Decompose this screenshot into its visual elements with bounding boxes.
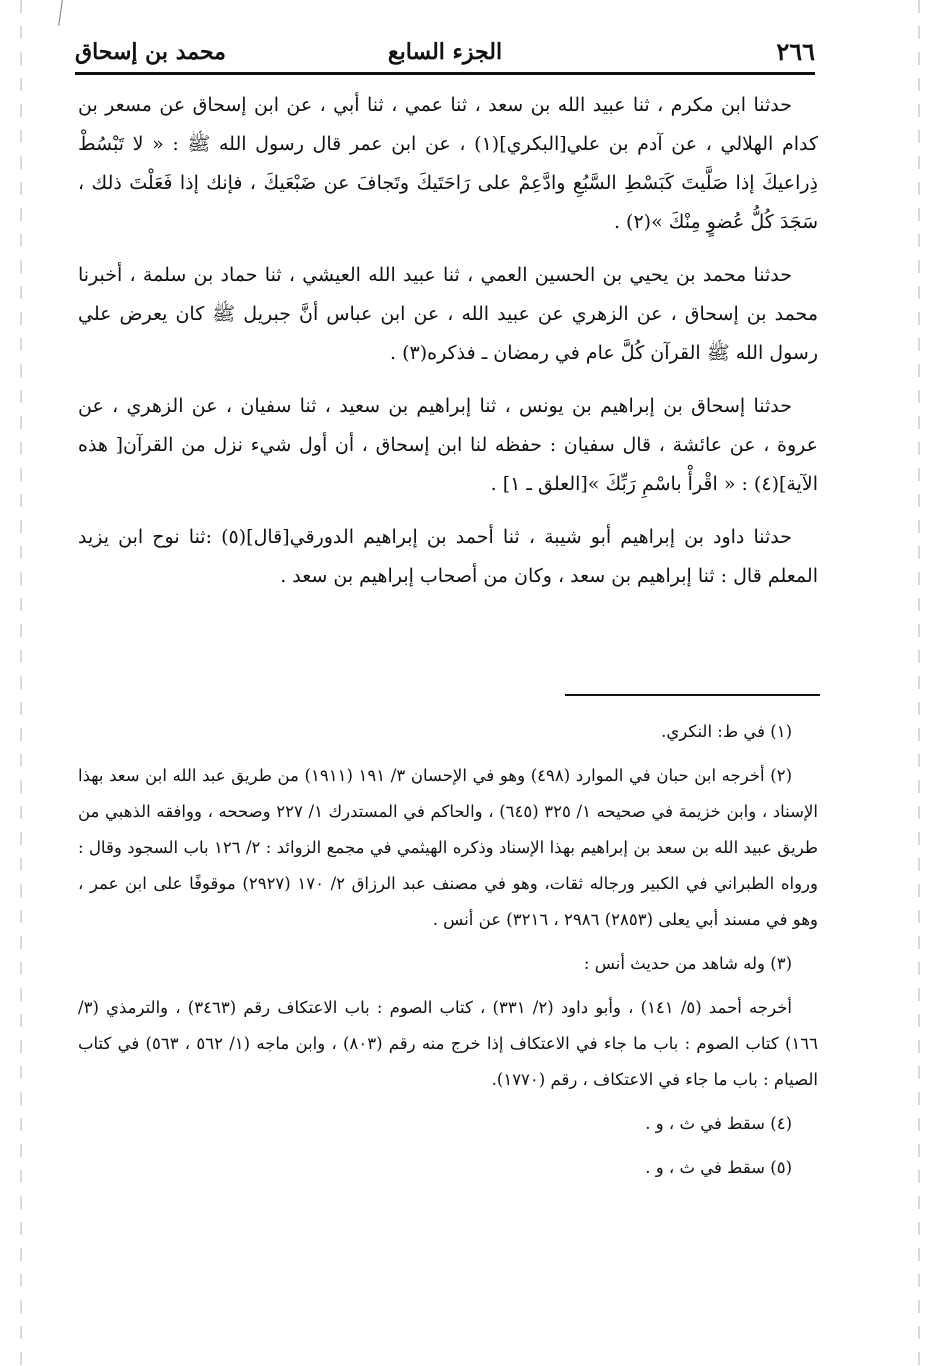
footnote: أخرجه أحمد (٥/ ١٤١) ، وأبو داود (٢/ ٣٣١) ، كتاب الصوم : باب الاعتكاف رقم (٣٤٦٣) ، والترمذي (٣/ ١٦٦) كتاب الصوم : باب ما جاء في الاعتكاف إذا خرج منه رقم (٨٠٣) ، وابن ماجه (١/ ٥٦٢ ، ٥٦٣) في كتاب الصيام : باب ما جاء في الاعتكاف ، رقم (١٧٧٠).	[78, 998, 818, 1089]
hadith-paragraph: حدثنا إسحاق بن إبراهيم بن يونس ، ثنا إبراهيم بن سعيد ، ثنا سفيان ، عن الزهري ، عن عروة ، عن عائشة ، قال سفيان : حفظه لنا ابن إسحاق ، أن أول شيء نزل من القرآن[ هذه الآية](٤) : « اقْرأْ باسْمِ رَبِّكَ »[العلق ـ ١] .	[78, 395, 818, 495]
hadith-paragraph: حدثنا محمد بن يحيي بن الحسين العمي ، ثنا عبيد الله العيشي ، ثنا حماد بن سلمة ، أخبرنا محمد بن إسحاق ، عن الزهري عن عبيد الله ، عن ابن عباس أنَّ جبريل ﷺ كان يعرض علي رسول الله ﷺ القرآن كُلَّ عام في رمضان ـ فذكره(٣) .	[78, 264, 818, 364]
footnote: (١) في ط: النكري.	[661, 722, 792, 741]
volume-title: الجزء السابع	[387, 39, 503, 65]
main-text	[78, 86, 818, 610]
hadith-paragraph: حدثنا داود بن إبراهيم أبو شيبة ، ثنا أحمد بن إبراهيم الدورقي[قال](٥) :ثنا نوح ابن يزيد المعلم قال : ثنا إبراهيم بن سعد ، وكان من أصحاب إبراهيم بن سعد .	[78, 526, 818, 587]
footnotes	[78, 714, 818, 1194]
section-title: محمد بن إسحاق	[75, 39, 226, 65]
margin-pen-mark	[58, 0, 63, 26]
footnote-separator	[565, 694, 820, 696]
scan-dotted-guide	[918, 0, 920, 1366]
footnote: (٤) سقط في ث ، و .	[645, 1114, 792, 1133]
page-number: ٢٦٦	[776, 37, 815, 66]
footnote: (٣) وله شاهد من حديث أنس :	[583, 954, 792, 973]
scan-dotted-guide	[20, 0, 22, 1366]
hadith-paragraph: حدثنا ابن مكرم ، ثنا عبيد الله بن سعد ، ثنا عمي ، ثنا أبي ، عن ابن إسحاق عن مسعر بن كدام الهلالي ، عن آدم بن علي[البكري](١) ، عن ابن عمر قال رسول الله ﷺ : « لا تَبْسُطْ ذِراعيكَ إذا صَلَّيتَ كَبَسْطِ السَّبُعِ وادَّعِمْ على رَاحَتَيكَ وتَجافَ عن ضَبْعَيكَ ، فإنك إذا فَعَلْتَ ذلك ، سَجَدَ كُلُّ عُضوٍ مِنْكَ »(٢) .	[78, 94, 818, 233]
footnote: (٥) سقط في ث ، و .	[645, 1158, 792, 1177]
footnote: (٢) أخرجه ابن حبان في الموارد (٤٩٨) وهو في الإحسان ٣/ ١٩١ (١٩١١) من طريق عبد الله ابن سعد بهذا الإسناد ، وابن خزيمة في صحيحه ١/ ٣٢٥ (٦٤٥) ، والحاكم في المستدرك ١/ ٢٢٧ وصححه ، ووافقه الذهبي من طريق عبيد الله بن سعد بن إبراهيم بهذا الإسناد وذكره الهيثمي في مجمع الزوائد : ٢/ ١٢٦ باب السجود وقال : ورواه الطبراني في الكبير ورجاله ثقات، وهو في مصنف عبد الرزاق ٢/ ١٧٠ (٢٩٢٧) موقوفًا على ابن عمر ، وهو في مسند أبي يعلى (٢٨٥٣) ٢٩٨٦ ، ٣٢١٦) عن أنس .	[78, 766, 818, 929]
running-header	[75, 28, 815, 75]
